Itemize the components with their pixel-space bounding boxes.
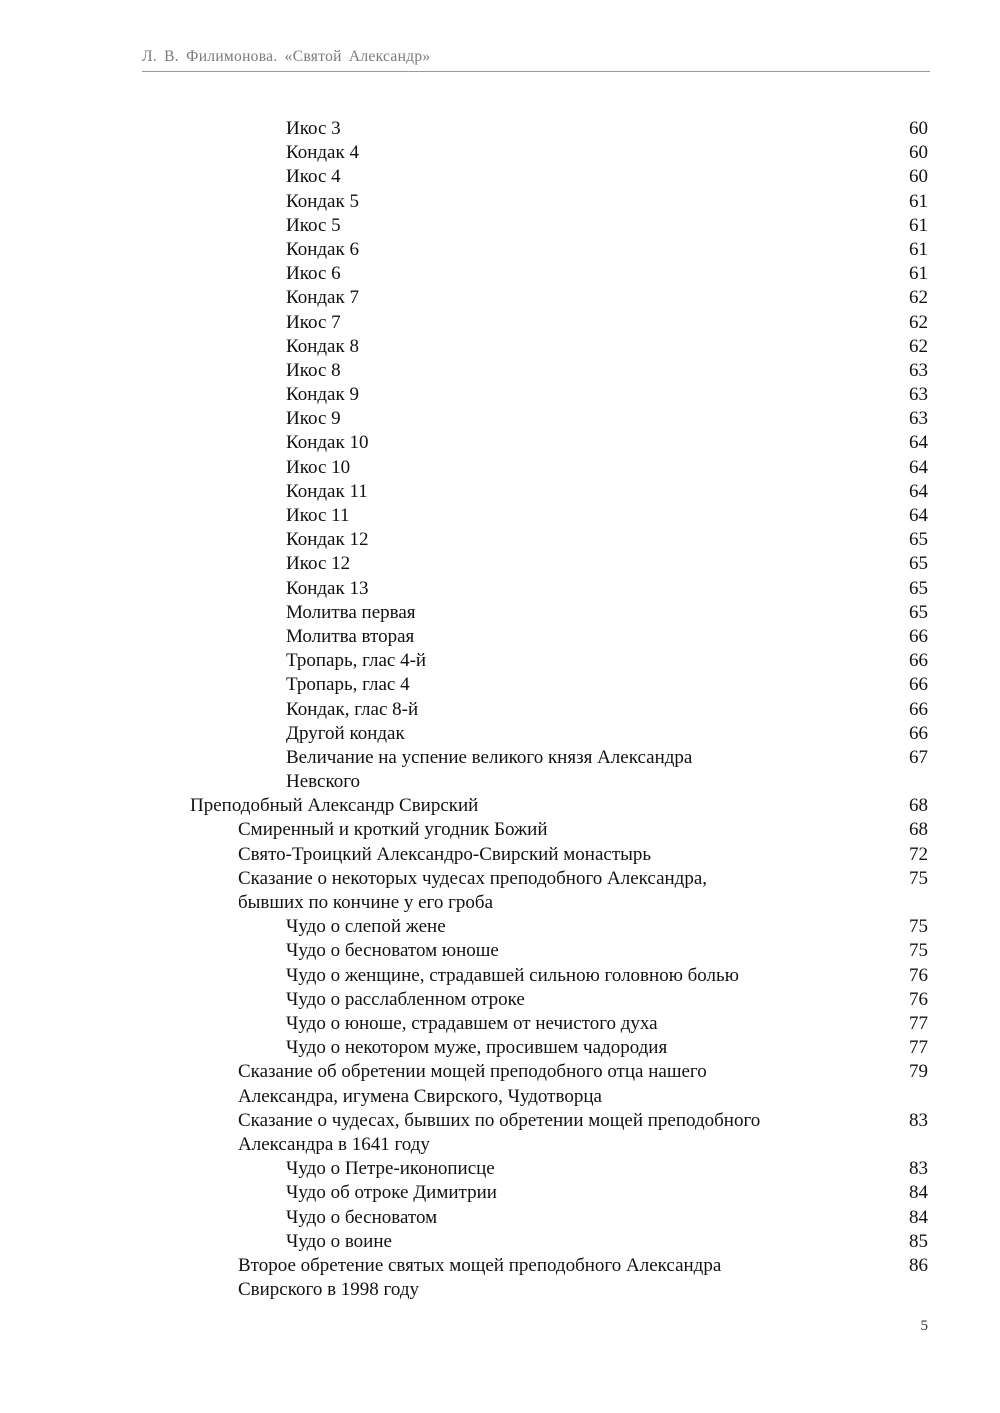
toc-entry-page: 66 bbox=[909, 650, 928, 672]
toc-entry-page: 63 bbox=[909, 359, 928, 381]
toc-entry-title-line: Невского bbox=[286, 771, 361, 793]
table-of-contents bbox=[0, 117, 1000, 1302]
toc-entry-title bbox=[238, 1060, 798, 1108]
toc-entry-title bbox=[286, 964, 846, 988]
toc-entry-title-line: Сказание об обретении мощей преподобного отца нашего bbox=[238, 1061, 707, 1083]
toc-entry-title bbox=[286, 238, 846, 262]
toc-entry-title-line: Икос 9 bbox=[286, 408, 341, 430]
toc-entry bbox=[0, 165, 1000, 189]
toc-entry-title bbox=[286, 625, 846, 649]
toc-entry-title-line: Молитва вторая bbox=[286, 625, 415, 647]
toc-entry-title bbox=[286, 673, 846, 697]
toc-entry-title bbox=[286, 577, 846, 601]
toc-entry-title bbox=[286, 407, 846, 431]
toc-entry bbox=[0, 1012, 1000, 1036]
toc-entry-title bbox=[286, 939, 846, 963]
toc-entry-page: 84 bbox=[909, 1182, 928, 1204]
toc-entry-title-line: Икос 8 bbox=[286, 359, 341, 381]
toc-entry-title-line: Кондак 4 bbox=[286, 142, 359, 164]
toc-entry-page: 72 bbox=[909, 843, 928, 865]
toc-entry-title-line: Чудо о бесноватом bbox=[286, 1206, 438, 1228]
toc-entry-title bbox=[286, 165, 846, 189]
toc-entry-title bbox=[286, 601, 846, 625]
toc-entry-page: 65 bbox=[909, 553, 928, 575]
toc-entry bbox=[0, 190, 1000, 214]
toc-entry-title-line: Икос 3 bbox=[286, 118, 341, 139]
toc-entry bbox=[0, 915, 1000, 939]
toc-entry-title-line: Кондак 13 bbox=[286, 577, 369, 599]
toc-entry-title bbox=[286, 431, 846, 455]
toc-entry-title-line: Второе обретение святых мощей преподобного Александра bbox=[238, 1254, 722, 1276]
toc-entry-title-line: Икос 11 bbox=[286, 505, 350, 526]
toc-entry-page: 76 bbox=[909, 988, 928, 1010]
toc-entry-title-line: Другой кондак bbox=[286, 722, 405, 744]
toc-entry-title bbox=[286, 528, 846, 552]
toc-entry-page: 61 bbox=[909, 238, 928, 260]
toc-entry-title-line: Тропарь, глас 4 bbox=[286, 674, 410, 696]
toc-entry-page: 66 bbox=[909, 698, 928, 720]
toc-entry bbox=[0, 1109, 1000, 1157]
toc-entry-title-line: Александра, игумена Свирского, Чудотворца bbox=[238, 1085, 602, 1107]
toc-entry-page: 60 bbox=[909, 142, 928, 164]
toc-entry-page: 66 bbox=[909, 674, 928, 696]
toc-entry-title bbox=[286, 359, 846, 383]
toc-entry-title-line: Чудо об отроке Димитрии bbox=[286, 1182, 497, 1204]
toc-entry-title bbox=[286, 649, 846, 673]
toc-entry-title bbox=[286, 456, 846, 480]
toc-entry-title bbox=[286, 286, 846, 310]
toc-entry-page: 65 bbox=[909, 601, 928, 623]
toc-entry-title-line: Кондак 7 bbox=[286, 287, 359, 309]
toc-entry bbox=[0, 988, 1000, 1012]
toc-entry-title-line: Кондак 11 bbox=[286, 480, 368, 502]
toc-entry-title-line: Икос 7 bbox=[286, 311, 341, 333]
toc-entry-page: 85 bbox=[909, 1230, 928, 1252]
toc-entry-title bbox=[286, 698, 846, 722]
toc-entry-title bbox=[286, 1181, 846, 1205]
toc-entry bbox=[0, 335, 1000, 359]
toc-entry bbox=[0, 601, 1000, 625]
toc-entry-title-line: Кондак 6 bbox=[286, 238, 359, 260]
toc-entry-title-line: Чудо о Петре-иконописце bbox=[286, 1158, 495, 1180]
toc-entry-title bbox=[286, 141, 846, 165]
toc-entry-title bbox=[286, 988, 846, 1012]
toc-entry-page: 60 bbox=[909, 166, 928, 188]
toc-entry-title bbox=[238, 818, 798, 842]
toc-entry bbox=[0, 1181, 1000, 1205]
toc-entry-page: 77 bbox=[909, 1037, 928, 1059]
toc-entry-title-line: Сказание о чудесах, бывших по обретении мощей преподобного bbox=[238, 1109, 761, 1131]
toc-entry-title-line: бывших по кончине у его гроба bbox=[238, 892, 494, 914]
toc-entry-page: 75 bbox=[909, 940, 928, 962]
toc-entry-page: 64 bbox=[909, 480, 928, 502]
toc-entry bbox=[0, 383, 1000, 407]
toc-entry-title bbox=[286, 480, 846, 504]
toc-entry-title-line: Чудо о женщине, страдавшей сильною головною болью bbox=[286, 964, 739, 986]
toc-entry bbox=[0, 141, 1000, 165]
toc-entry bbox=[0, 746, 1000, 794]
toc-entry-title bbox=[286, 117, 846, 141]
toc-entry-page: 61 bbox=[909, 263, 928, 285]
toc-entry-title-line: Чудо о некотором муже, просившем чадородия bbox=[286, 1037, 668, 1059]
toc-entry-page: 60 bbox=[909, 118, 928, 139]
toc-entry bbox=[0, 528, 1000, 552]
toc-entry-title bbox=[286, 1012, 846, 1036]
running-header: Л. В. Филимонова. «Святой Александр» bbox=[142, 48, 431, 65]
toc-entry-title bbox=[238, 867, 798, 915]
toc-entry bbox=[0, 286, 1000, 310]
toc-entry-title-line: Молитва первая bbox=[286, 601, 416, 623]
toc-entry-page: 65 bbox=[909, 577, 928, 599]
toc-entry-title bbox=[286, 722, 846, 746]
toc-entry bbox=[0, 407, 1000, 431]
toc-entry-title bbox=[238, 1254, 798, 1302]
toc-entry-title bbox=[286, 504, 846, 528]
toc-entry-title-line: Кондак 8 bbox=[286, 335, 359, 357]
toc-entry bbox=[0, 1254, 1000, 1302]
toc-entry-page: 86 bbox=[909, 1254, 928, 1276]
toc-entry bbox=[0, 577, 1000, 601]
toc-entry-title bbox=[286, 552, 846, 576]
toc-entry-title-line: Чудо о воине bbox=[286, 1230, 392, 1252]
toc-entry bbox=[0, 480, 1000, 504]
toc-entry bbox=[0, 794, 1000, 818]
header-divider bbox=[142, 71, 930, 72]
toc-entry-title bbox=[238, 1109, 798, 1157]
toc-entry bbox=[0, 117, 1000, 141]
toc-entry-title bbox=[286, 311, 846, 335]
toc-entry-title bbox=[286, 1206, 846, 1230]
toc-entry-title-line: Чудо о бесноватом юноше bbox=[286, 940, 499, 962]
toc-entry-title bbox=[286, 214, 846, 238]
toc-entry-title-line: Икос 4 bbox=[286, 166, 341, 188]
toc-entry-title bbox=[286, 915, 846, 939]
toc-entry bbox=[0, 1060, 1000, 1108]
toc-entry-page: 62 bbox=[909, 311, 928, 333]
toc-entry-page: 68 bbox=[909, 819, 928, 841]
toc-entry-title bbox=[286, 1036, 846, 1060]
toc-entry bbox=[0, 867, 1000, 915]
toc-entry-title-line: Александра в 1641 году bbox=[238, 1133, 430, 1155]
toc-entry-page: 62 bbox=[909, 287, 928, 309]
toc-entry bbox=[0, 625, 1000, 649]
toc-entry-title-line: Кондак 10 bbox=[286, 432, 369, 454]
toc-entry bbox=[0, 964, 1000, 988]
page-number: 5 bbox=[920, 1318, 928, 1334]
toc-entry bbox=[0, 843, 1000, 867]
toc-entry-page: 64 bbox=[909, 456, 928, 478]
toc-entry-page: 61 bbox=[909, 214, 928, 236]
toc-entry bbox=[0, 722, 1000, 746]
toc-entry-title bbox=[286, 262, 846, 286]
toc-entry-title-line: Кондак 12 bbox=[286, 529, 369, 551]
toc-entry bbox=[0, 431, 1000, 455]
toc-entry-title-line: Тропарь, глас 4-й bbox=[286, 650, 427, 672]
toc-entry bbox=[0, 1230, 1000, 1254]
toc-entry-page: 62 bbox=[909, 335, 928, 357]
toc-entry-page: 66 bbox=[909, 722, 928, 744]
toc-entry-page: 63 bbox=[909, 384, 928, 406]
toc-entry bbox=[0, 214, 1000, 238]
toc-entry-title-line: Икос 10 bbox=[286, 456, 351, 478]
toc-entry-title-line: Чудо о расслабленном отроке bbox=[286, 988, 525, 1010]
toc-entry-page: 75 bbox=[909, 916, 928, 938]
toc-entry-page: 75 bbox=[909, 867, 928, 889]
toc-entry-page: 64 bbox=[909, 505, 928, 526]
toc-entry-title-line: Чудо о юноше, страдавшем от нечистого духа bbox=[286, 1012, 658, 1034]
toc-entry-title-line: Кондак, глас 8-й bbox=[286, 698, 419, 720]
toc-entry-title bbox=[286, 746, 846, 794]
toc-entry-title bbox=[286, 1157, 846, 1181]
toc-entry-page: 68 bbox=[909, 795, 928, 817]
toc-entry-title bbox=[286, 335, 846, 359]
toc-entry-page: 63 bbox=[909, 408, 928, 430]
toc-entry bbox=[0, 262, 1000, 286]
toc-entry-title-line: Преподобный Александр Свирский bbox=[190, 795, 479, 817]
toc-entry bbox=[0, 698, 1000, 722]
toc-entry bbox=[0, 1036, 1000, 1060]
toc-entry bbox=[0, 1157, 1000, 1181]
toc-entry-title-line: Чудо о слепой жене bbox=[286, 916, 446, 938]
toc-entry-page: 83 bbox=[909, 1109, 928, 1131]
toc-entry-page: 79 bbox=[909, 1061, 928, 1083]
toc-entry bbox=[0, 649, 1000, 673]
toc-entry-page: 64 bbox=[909, 432, 928, 454]
toc-entry-page: 65 bbox=[909, 529, 928, 551]
toc-entry bbox=[0, 552, 1000, 576]
toc-entry-title-line: Икос 12 bbox=[286, 553, 351, 575]
toc-entry-title bbox=[238, 843, 798, 867]
toc-entry-title-line: Икос 6 bbox=[286, 263, 341, 285]
toc-entry-title-line: Кондак 5 bbox=[286, 190, 359, 212]
toc-entry bbox=[0, 456, 1000, 480]
toc-entry-title bbox=[286, 190, 846, 214]
toc-entry-title-line: Величание на успение великого князя Александра bbox=[286, 746, 693, 768]
toc-entry-title-line: Сказание о некоторых чудесах преподобного Александра, bbox=[238, 867, 708, 889]
toc-entry bbox=[0, 238, 1000, 262]
toc-entry bbox=[0, 359, 1000, 383]
toc-entry-title bbox=[190, 794, 750, 818]
toc-entry-page: 77 bbox=[909, 1012, 928, 1034]
toc-entry-page: 76 bbox=[909, 964, 928, 986]
toc-entry bbox=[0, 673, 1000, 697]
toc-entry bbox=[0, 818, 1000, 842]
toc-entry bbox=[0, 311, 1000, 335]
toc-entry-title-line: Кондак 9 bbox=[286, 384, 359, 406]
toc-entry-page: 83 bbox=[909, 1158, 928, 1180]
toc-entry-page: 61 bbox=[909, 190, 928, 212]
toc-entry bbox=[0, 504, 1000, 528]
toc-entry-title-line: Свято-Троицкий Александро-Свирский монастырь bbox=[238, 843, 652, 865]
toc-entry bbox=[0, 939, 1000, 963]
toc-entry bbox=[0, 1206, 1000, 1230]
toc-entry-title-line: Икос 5 bbox=[286, 214, 341, 236]
toc-entry-title bbox=[286, 1230, 846, 1254]
toc-entry-page: 67 bbox=[909, 746, 928, 768]
toc-entry-title-line: Свирского в 1998 году bbox=[238, 1279, 419, 1301]
toc-entry-title bbox=[286, 383, 846, 407]
toc-entry-page: 84 bbox=[909, 1206, 928, 1228]
toc-entry-title-line: Смиренный и кроткий угодник Божий bbox=[238, 819, 548, 841]
toc-entry-page: 66 bbox=[909, 625, 928, 647]
